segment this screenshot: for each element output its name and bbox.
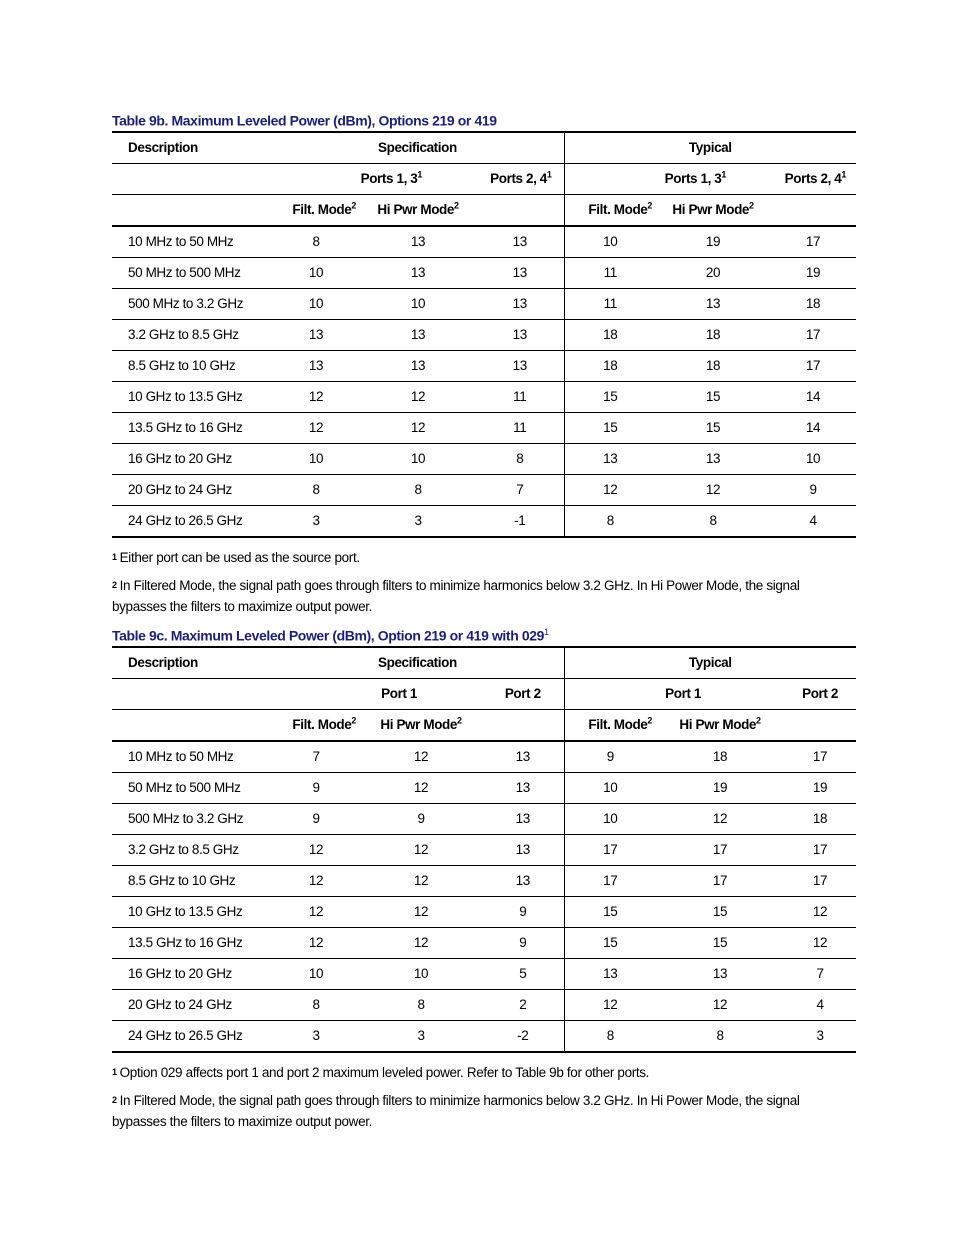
table-9b-note-2: [112, 575, 856, 617]
row-value: 13: [360, 226, 476, 258]
row-value: 12: [784, 896, 856, 927]
row-value: 13: [656, 443, 770, 474]
header-spec-port-a-label: Port 1: [381, 685, 417, 701]
note-mark: 1: [112, 1066, 117, 1077]
header-typ-hi-pwr-mode-label: Hi Pwr Mode: [679, 716, 757, 732]
row-description: 10 MHz to 50 MHz: [112, 226, 272, 258]
header-specification: [272, 132, 564, 164]
table-row: [112, 288, 856, 319]
row-value: 13: [656, 288, 770, 319]
note-mark: 2: [112, 1094, 117, 1105]
row-value: 3: [360, 1020, 482, 1052]
table-row: [112, 896, 856, 927]
table-9c-header-row-1: [112, 647, 856, 679]
row-value: 12: [656, 989, 784, 1020]
row-value: 10: [564, 803, 656, 834]
table-row: [112, 350, 856, 381]
header-typ-filt-mode-label: Filt. Mode: [588, 201, 648, 217]
table-9b-header-row-1: [112, 132, 856, 164]
row-value: 13: [482, 803, 564, 834]
row-description: 20 GHz to 24 GHz: [112, 474, 272, 505]
row-description: 24 GHz to 26.5 GHz: [112, 505, 272, 537]
row-value: 10: [272, 288, 360, 319]
row-value: 8: [564, 505, 656, 537]
row-description: 8.5 GHz to 10 GHz: [112, 350, 272, 381]
header-typ-port-b-sup: 1: [841, 169, 847, 180]
header-typ-port-b-label: Port 2: [802, 685, 838, 701]
row-value: 13: [476, 288, 564, 319]
header-typ-filt-mode: [564, 194, 656, 226]
row-value: 10: [360, 443, 476, 474]
row-value: 9: [482, 896, 564, 927]
header-specification: [272, 647, 564, 679]
row-value: 12: [360, 412, 476, 443]
row-value: 13: [482, 834, 564, 865]
table-row: [112, 803, 856, 834]
header-spec-port-b: [482, 678, 564, 709]
row-value: 11: [564, 288, 656, 319]
note-text: Either port can be used as the source port.: [119, 549, 360, 565]
header-typ-filt-mode-sup: 2: [647, 200, 653, 211]
table-9c-caption: [112, 623, 856, 645]
row-description: 500 MHz to 3.2 GHz: [112, 803, 272, 834]
header-blank: [112, 194, 272, 226]
table-row: [112, 257, 856, 288]
row-value: 15: [656, 381, 770, 412]
row-value: 13: [482, 741, 564, 773]
row-value: 2: [482, 989, 564, 1020]
row-value: 9: [482, 927, 564, 958]
row-value: -2: [482, 1020, 564, 1052]
row-value: 10: [770, 443, 856, 474]
header-spec-port-a: [272, 678, 482, 709]
header-spec-hi-pwr-mode: [360, 709, 482, 741]
row-value: 11: [476, 412, 564, 443]
header-spec-hi-pwr-mode-label: Hi Pwr Mode: [377, 201, 454, 217]
row-value: 4: [784, 989, 856, 1020]
header-spec-hi-pwr-mode-sup: 2: [457, 715, 462, 726]
row-value: 7: [476, 474, 564, 505]
row-value: 15: [564, 381, 656, 412]
row-value: 15: [564, 412, 656, 443]
header-typ-port-b: [784, 678, 856, 709]
header-typ-hi-pwr-mode-label: Hi Pwr Mode: [672, 201, 750, 217]
header-spec-port-b-label: Ports 2, 4: [490, 170, 547, 186]
row-value: 8: [476, 443, 564, 474]
row-value: 15: [656, 896, 784, 927]
header-typ-port-a-label: Ports 1, 3: [664, 170, 722, 186]
row-value: 10: [272, 958, 360, 989]
row-value: 10: [360, 288, 476, 319]
row-value: 8: [272, 226, 360, 258]
row-value: 3: [272, 1020, 360, 1052]
row-value: -1: [476, 505, 564, 537]
row-value: 13: [360, 257, 476, 288]
header-spec-hi-pwr-mode: [360, 194, 476, 226]
header-spec-filt-mode-label: Filt. Mode: [292, 201, 352, 217]
note-mark: 1: [112, 551, 117, 562]
row-description: 10 GHz to 13.5 GHz: [112, 381, 272, 412]
row-value: 17: [770, 350, 856, 381]
row-value: 15: [656, 412, 770, 443]
row-value: 18: [784, 803, 856, 834]
row-value: 12: [360, 834, 482, 865]
row-value: 10: [272, 257, 360, 288]
row-value: 10: [360, 958, 482, 989]
note-text: In Filtered Mode, the signal path goes through filters to minimize harmonics below 3.2 GHz. In Hi Power Mode, the signal bypasses the filters to maximize output power.: [112, 577, 800, 614]
header-typ-port-b: [770, 163, 856, 194]
row-value: 13: [272, 319, 360, 350]
row-description: 24 GHz to 26.5 GHz: [112, 1020, 272, 1052]
row-value: 18: [656, 319, 770, 350]
header-specification-label: Specification: [378, 654, 457, 670]
header-spec-port-a-sup: 1: [417, 169, 422, 180]
row-value: 8: [272, 474, 360, 505]
row-value: 17: [564, 834, 656, 865]
row-value: 8: [360, 989, 482, 1020]
row-description: 3.2 GHz to 8.5 GHz: [112, 319, 272, 350]
row-value: 13: [476, 226, 564, 258]
row-value: 19: [770, 257, 856, 288]
table-9b-section: [112, 108, 856, 617]
row-value: 12: [360, 865, 482, 896]
row-description: 13.5 GHz to 16 GHz: [112, 412, 272, 443]
table-row: [112, 443, 856, 474]
header-spec-filt-mode: [272, 709, 360, 741]
row-value: 11: [564, 257, 656, 288]
row-value: 7: [784, 958, 856, 989]
header-specification-label: Specification: [378, 139, 457, 155]
header-typ-port-a: [564, 163, 770, 194]
row-value: 18: [656, 350, 770, 381]
row-value: 14: [770, 412, 856, 443]
row-value: 10: [272, 443, 360, 474]
row-value: 18: [564, 319, 656, 350]
table-9c-note-2: [112, 1090, 856, 1132]
row-value: 12: [656, 803, 784, 834]
row-value: 12: [272, 865, 360, 896]
row-value: 17: [770, 226, 856, 258]
header-blank: [482, 709, 564, 741]
note-mark: 2: [112, 579, 117, 590]
note-text: In Filtered Mode, the signal path goes through filters to minimize harmonics below 3.2 GHz. In Hi Power Mode, the signal bypasses the filters to maximize output power.: [112, 1092, 800, 1129]
table-9b-header-row-3: [112, 194, 856, 226]
table-row: [112, 226, 856, 258]
header-spec-port-b: [476, 163, 564, 194]
row-value: 12: [360, 772, 482, 803]
table-9c-header-row-3: [112, 709, 856, 741]
row-value: 17: [564, 865, 656, 896]
row-value: 12: [656, 474, 770, 505]
row-value: 17: [784, 834, 856, 865]
table-row: [112, 1020, 856, 1052]
row-value: 13: [564, 443, 656, 474]
header-typ-port-a-label: Port 1: [665, 685, 702, 701]
row-description: 16 GHz to 20 GHz: [112, 958, 272, 989]
row-description: 20 GHz to 24 GHz: [112, 989, 272, 1020]
table-row: [112, 474, 856, 505]
row-value: 15: [564, 927, 656, 958]
header-spec-filt-mode: [272, 194, 360, 226]
header-typ-hi-pwr-mode-sup: 2: [756, 715, 761, 726]
row-value: 10: [564, 772, 656, 803]
table-9b-caption: [112, 108, 856, 130]
row-description: 500 MHz to 3.2 GHz: [112, 288, 272, 319]
header-blank: [112, 678, 272, 709]
row-description: 13.5 GHz to 16 GHz: [112, 927, 272, 958]
row-value: 17: [656, 834, 784, 865]
row-value: 13: [360, 319, 476, 350]
row-value: 12: [360, 741, 482, 773]
row-value: 13: [476, 350, 564, 381]
row-value: 19: [656, 226, 770, 258]
row-value: 4: [770, 505, 856, 537]
row-value: 3: [272, 505, 360, 537]
header-typ-hi-pwr-mode: [656, 194, 770, 226]
row-description: 10 GHz to 13.5 GHz: [112, 896, 272, 927]
row-value: 17: [784, 741, 856, 773]
table-9b-caption-text: Table 9b. Maximum Leveled Power (dBm), Options 219 or 419: [112, 112, 497, 129]
header-description: Description: [112, 647, 272, 679]
header-spec-hi-pwr-mode-label: Hi Pwr Mode: [380, 716, 457, 732]
header-spec-port-b-sup: 1: [546, 169, 552, 180]
header-blank: [112, 163, 272, 194]
header-typical: Typical: [564, 132, 856, 164]
row-value: 17: [770, 319, 856, 350]
row-value: 9: [272, 803, 360, 834]
row-value: 8: [272, 989, 360, 1020]
row-description: 10 MHz to 50 MHz: [112, 741, 272, 773]
table-9b-body: [112, 226, 856, 537]
header-spec-port-b-label: Port 2: [504, 685, 541, 701]
header-blank: [112, 709, 272, 741]
table-9c: [112, 646, 856, 1053]
row-value: 15: [564, 896, 656, 927]
row-value: 9: [360, 803, 482, 834]
row-value: 18: [564, 350, 656, 381]
table-9c-caption-text: Table 9c. Maximum Leveled Power (dBm), Option 219 or 419 with 029: [112, 627, 544, 644]
table-9b: [112, 131, 856, 538]
header-spec-filt-mode-sup: 2: [351, 200, 356, 211]
header-typ-filt-mode-label: Filt. Mode: [588, 716, 648, 732]
header-typ-filt-mode-sup: 2: [647, 715, 653, 726]
row-value: 12: [272, 834, 360, 865]
table-row: [112, 989, 856, 1020]
table-row: [112, 772, 856, 803]
row-value: 12: [272, 896, 360, 927]
table-row: [112, 381, 856, 412]
row-value: 10: [564, 226, 656, 258]
table-9b-header-row-2: [112, 163, 856, 194]
row-value: 12: [564, 474, 656, 505]
header-typ-port-b-label: Ports 2, 4: [784, 170, 842, 186]
table-row: [112, 927, 856, 958]
row-value: 13: [476, 257, 564, 288]
header-blank: [476, 194, 564, 226]
row-value: 13: [482, 772, 564, 803]
header-typ-port-a-sup: 1: [721, 169, 727, 180]
table-row: [112, 505, 856, 537]
header-typ-filt-mode: [564, 709, 656, 741]
row-value: 12: [272, 381, 360, 412]
row-value: 13: [564, 958, 656, 989]
header-spec-hi-pwr-mode-sup: 2: [454, 200, 459, 211]
row-value: 5: [482, 958, 564, 989]
row-value: 14: [770, 381, 856, 412]
table-row: [112, 741, 856, 773]
row-value: 13: [360, 350, 476, 381]
row-value: 12: [272, 927, 360, 958]
row-value: 19: [656, 772, 784, 803]
row-description: 50 MHz to 500 MHz: [112, 772, 272, 803]
row-value: 19: [784, 772, 856, 803]
row-description: 50 MHz to 500 MHz: [112, 257, 272, 288]
header-typ-port-a: [564, 678, 784, 709]
row-value: 12: [564, 989, 656, 1020]
row-value: 3: [360, 505, 476, 537]
table-9c-note-1: [112, 1062, 856, 1083]
row-value: 13: [272, 350, 360, 381]
row-value: 17: [656, 865, 784, 896]
row-value: 13: [656, 958, 784, 989]
table-9c-body: [112, 741, 856, 1052]
header-spec-filt-mode-sup: 2: [351, 715, 356, 726]
header-spec-filt-mode-label: Filt. Mode: [292, 716, 352, 732]
row-description: 3.2 GHz to 8.5 GHz: [112, 834, 272, 865]
table-row: [112, 865, 856, 896]
row-value: 8: [656, 1020, 784, 1052]
row-value: 17: [784, 865, 856, 896]
row-value: 18: [770, 288, 856, 319]
table-9c-header-row-2: [112, 678, 856, 709]
note-text: Option 029 affects port 1 and port 2 maximum leveled power. Refer to Table 9b for other ports.: [119, 1064, 650, 1080]
row-value: 9: [564, 741, 656, 773]
row-value: 20: [656, 257, 770, 288]
header-spec-port-a: [272, 163, 476, 194]
row-value: 8: [656, 505, 770, 537]
header-blank: [784, 709, 856, 741]
header-spec-port-a-label: Ports 1, 3: [360, 170, 418, 186]
row-value: 7: [272, 741, 360, 773]
header-typ-hi-pwr-mode: [656, 709, 784, 741]
table-row: [112, 958, 856, 989]
row-value: 8: [564, 1020, 656, 1052]
row-description: 16 GHz to 20 GHz: [112, 443, 272, 474]
row-value: 12: [360, 381, 476, 412]
header-typ-hi-pwr-mode-sup: 2: [749, 200, 754, 211]
header-blank: [770, 194, 856, 226]
row-value: 8: [360, 474, 476, 505]
row-value: 13: [476, 319, 564, 350]
table-9c-caption-sup: 1: [544, 627, 549, 637]
row-value: 11: [476, 381, 564, 412]
row-value: 13: [482, 865, 564, 896]
header-description: Description: [112, 132, 272, 164]
row-value: 12: [360, 896, 482, 927]
row-value: 9: [272, 772, 360, 803]
row-value: 9: [770, 474, 856, 505]
row-value: 15: [656, 927, 784, 958]
table-9b-note-1: [112, 547, 856, 568]
row-value: 12: [360, 927, 482, 958]
row-value: 3: [784, 1020, 856, 1052]
row-value: 18: [656, 741, 784, 773]
row-description: 8.5 GHz to 10 GHz: [112, 865, 272, 896]
row-value: 12: [272, 412, 360, 443]
header-typical: Typical: [564, 647, 856, 679]
table-9c-section: [112, 623, 856, 1132]
table-row: [112, 412, 856, 443]
row-value: 12: [784, 927, 856, 958]
table-row: [112, 319, 856, 350]
table-row: [112, 834, 856, 865]
